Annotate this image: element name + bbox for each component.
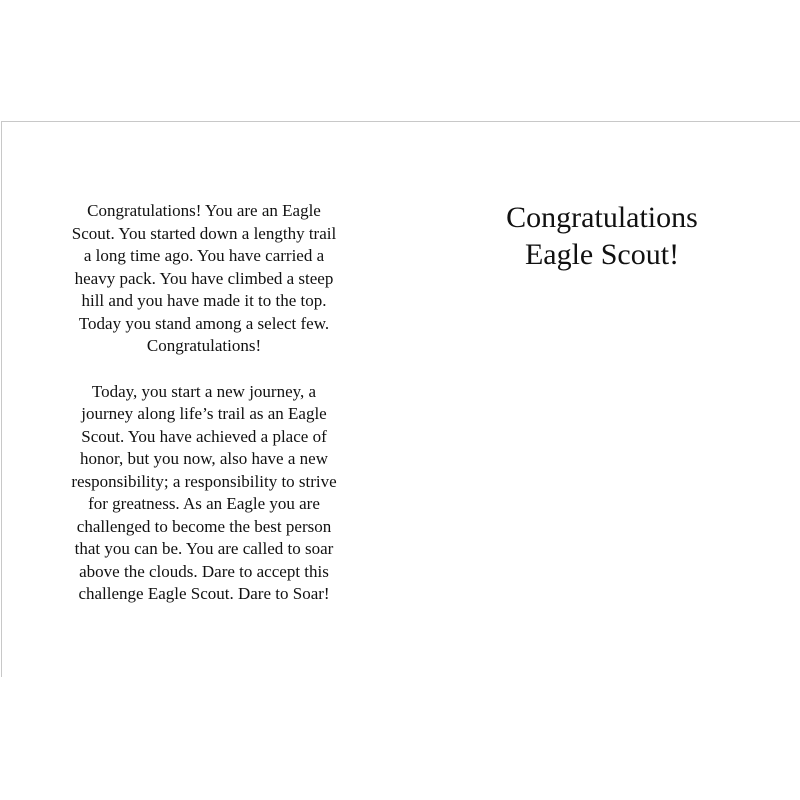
message-line: Today, you start a new journey, a <box>91 381 317 401</box>
message-line: journey along life’s trail as an Eagle <box>81 404 327 423</box>
message-line: responsibility; a responsibility to strive <box>71 471 337 491</box>
cover-title-line: Congratulations <box>506 201 698 234</box>
message-paragraph-2 <box>54 381 354 606</box>
message-line: challenge Eagle Scout. Dare to Soar! <box>78 584 330 603</box>
message-line: a long time ago. You have carried a <box>83 246 325 265</box>
message-line: honor, but you now, also have a new <box>80 449 328 468</box>
inside-message-panel <box>54 200 354 606</box>
message-line: for greatness. As an Eagle you are <box>88 494 320 513</box>
message-line: that you can be. You are called to soar <box>74 539 334 558</box>
cover-title-line: Eagle Scout! <box>524 238 680 271</box>
message-line: Today you stand among a select few. <box>78 313 330 333</box>
message-line: above the clouds. Dare to accept this <box>79 561 329 581</box>
message-line: hill and you have made it to the top. <box>81 291 327 310</box>
message-paragraph-1 <box>54 200 354 358</box>
message-line: heavy pack. You have climbed a steep <box>74 268 334 288</box>
message-line: Congratulations! <box>146 336 262 355</box>
message-line: Scout. You have achieved a place of <box>81 426 327 446</box>
cover-title <box>452 199 752 273</box>
message-line: Congratulations! You are an Eagle <box>87 201 321 220</box>
message-line: challenged to become the best person <box>76 516 332 536</box>
message-line: Scout. You started down a lengthy trail <box>71 223 337 243</box>
